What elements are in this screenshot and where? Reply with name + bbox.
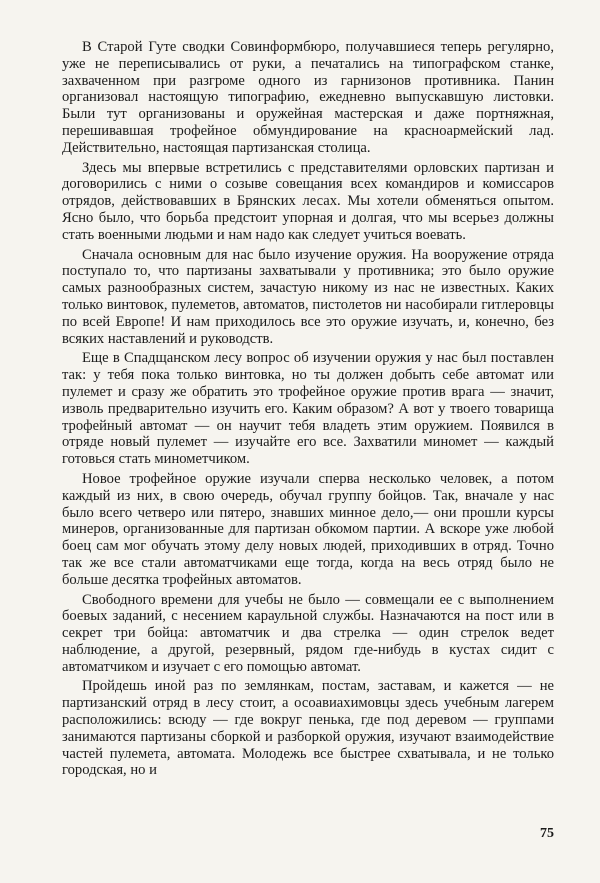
paragraph-7: Пройдешь иной раз по землянкам, постам, заставам, и кажется — не партизанский отряд в лесу стоит, а осоавиахимовцы здесь учебным лагерем расположились: всюду — где вокруг пенька, где под деревом — группами занимаются партизаны сборкой и разборкой оружия, изучают взаимодействие частей пулемета, автомата. Молодежь все быстрее схватывала, и не только городская, но и	[62, 678, 554, 779]
paragraph-4: Еще в Спадщанском лесу вопрос об изучении оружия у нас был поставлен так: у тебя пока только винтовка, но ты должен добыть себе автомат или пулемет и сразу же обратить это трофейное оружие против врага — значит, изволь предварительно изучить его. Каким образом? А вот у твоего товарища трофейный автомат — он научит тебя владеть этим оружием. Появился в отряде новый пулемет — изучайте его все. Захватили миномет — каждый готовься стать минометчиком.	[62, 350, 554, 468]
paragraph-5: Новое трофейное оружие изучали сперва несколько человек, а потом каждый из них, в свою очередь, обучал группу бойцов. Так, вначале у нас было всего четверо или пятеро, знавших минное дело,— они прошли курсы минеров, организованные для партизан обкомом партии. А вскоре уже любой боец сам мог обучать этому делу новых людей, приходивших в отряд. Точно так же все стали автоматчиками еще тогда, когда на весь отряд было не больше десятка трофейных автоматов.	[62, 470, 554, 588]
page-number: 75	[540, 826, 554, 841]
paragraph-2: Здесь мы впервые встретились с представителями орловских партизан и договорились с ними о созыве совещания всех командиров и комиссаров отрядов, действовавших в Брянских лесах. Мы хотели обменяться опытом. Ясно было, что борьба предстоит упорная и долгая, что мы всерьез должны стать военными людьми и нам надо как следует учиться воевать.	[62, 159, 554, 243]
paragraph-6: Свободного времени для учебы не было — совмещали ее с выполнением боевых заданий, с несением караульной службы. Назначаются на пост или в секрет три бойца: автоматчик и два стрелка — один стрелок ведет наблюдение, а другой, резервный, рядом где-нибудь в кустах сидит с автоматчиком и изучает с его помощью автомат.	[62, 591, 554, 675]
paragraph-1: В Старой Гуте сводки Совинформбюро, получавшиеся теперь регулярно, уже не переписывались от руки, а печатались на типографском станке, захваченном при разгроме одного из гарнизонов противника. Панин организовал настоящую типографию, ежедневно выпускавшую листовки. Были тут организованы и оружейная мастерская и даже портняжная, перешивавшая трофейное обмундирование на красноармейский лад. Действительно, настоящая партизанская столица.	[62, 39, 554, 156]
paragraph-3: Сначала основным для нас было изучение оружия. На вооружение отряда поступало то, что партизаны захватывали у противника; это было оружие самых разнообразных систем, зачастую никому из нас не известных. Каких только винтовок, пулеметов, автоматов, пистолетов ни насобирали гитлеровцы по всей Европе! И нам приходилось все это оружие изучать, и, конечно, без всяких наставлений и руководств.	[62, 246, 554, 347]
body-text	[62, 39, 554, 779]
